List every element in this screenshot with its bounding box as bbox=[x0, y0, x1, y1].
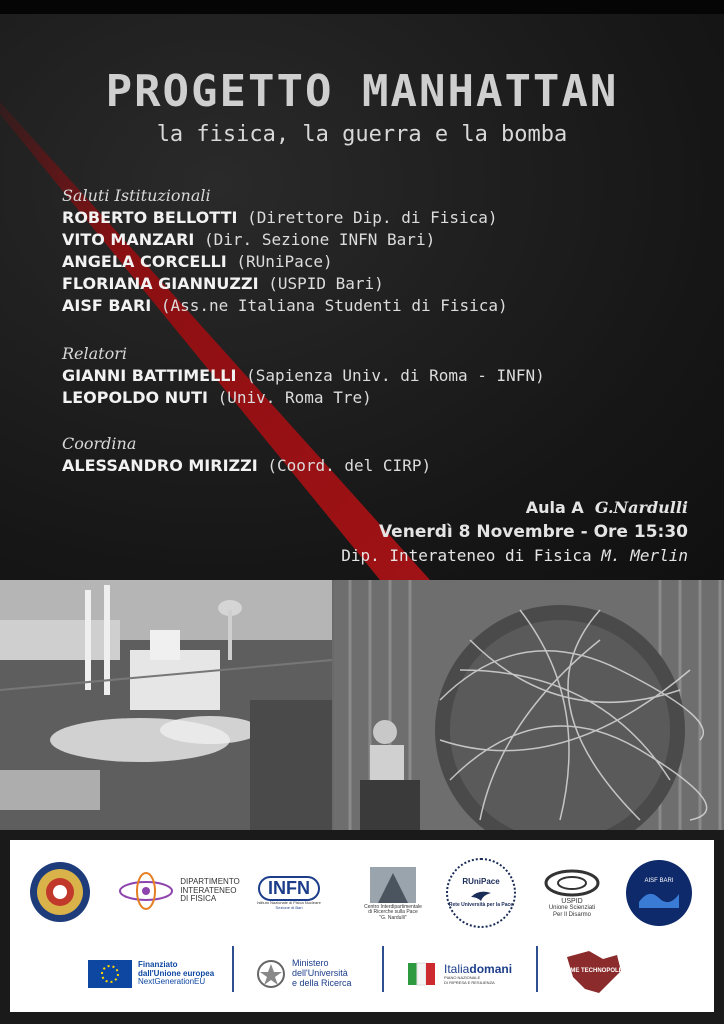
greetings-row bbox=[62, 208, 508, 230]
venue-place bbox=[341, 546, 688, 570]
eu-line3: NextGenerationEU bbox=[138, 977, 206, 987]
person-name: ROBERTO BELLOTTI bbox=[62, 208, 238, 227]
eu-line1: Finanziato bbox=[138, 959, 178, 969]
infn-logo bbox=[254, 868, 324, 918]
person-role: (Dir. Sezione INFN Bari) bbox=[204, 230, 436, 249]
person-name: AISF BARI bbox=[62, 296, 152, 315]
separator bbox=[382, 946, 384, 992]
technopole-word: ROME TECHNOPOLE bbox=[561, 968, 623, 974]
technopole-logo bbox=[554, 944, 630, 1000]
person-role: (RUniPace) bbox=[236, 252, 333, 271]
runipace-bottom: Rete Università per la Pace bbox=[448, 901, 514, 908]
sponsor-logos bbox=[10, 840, 714, 1012]
place-prefix: Dip. Interateneo di Fisica bbox=[341, 546, 592, 565]
infn-line1: Istituto Nazionale di Fisica Nucleare bbox=[257, 900, 321, 906]
cirp-icon bbox=[368, 865, 418, 905]
university-seal-logo bbox=[28, 860, 92, 924]
uspid-logo bbox=[537, 860, 607, 926]
cirp-line2: di Ricerche sulla Pace bbox=[368, 909, 418, 916]
person-role: (Direttore Dip. di Fisica) bbox=[247, 208, 498, 227]
italy-flag-icon bbox=[404, 959, 440, 989]
italia-word: Italia bbox=[444, 962, 470, 977]
separator bbox=[536, 946, 538, 992]
room-prefix: Aula A bbox=[525, 498, 584, 517]
gadget-photo bbox=[334, 580, 724, 830]
person-role: (USPID Bari) bbox=[268, 274, 384, 293]
poster-subtitle: la fisica, la guerra e la bomba bbox=[156, 122, 568, 147]
person-name: ANGELA CORCELLI bbox=[62, 252, 227, 271]
greetings-label: Saluti Istituzionali bbox=[62, 186, 211, 205]
person-role: (Ass.ne Italiana Studenti di Fisica) bbox=[160, 296, 508, 315]
person-name: GIANNI BATTIMELLI bbox=[62, 366, 237, 385]
domani-word: domani bbox=[469, 962, 513, 977]
moderator-section bbox=[62, 434, 431, 478]
bottom-border bbox=[0, 1012, 724, 1024]
greetings-row bbox=[62, 230, 508, 252]
venue-datetime: Venerdì 8 Novembre - Ore 15:30 bbox=[378, 522, 688, 542]
poster-hero bbox=[0, 14, 724, 580]
speaker-row bbox=[62, 366, 545, 388]
eu-logo bbox=[88, 954, 228, 994]
mur-line3: e della Ricerca bbox=[292, 977, 352, 988]
person-name: LEOPOLDO NUTI bbox=[62, 388, 208, 407]
speaker-row bbox=[62, 388, 545, 410]
dip-line3: DI FISICA bbox=[180, 894, 217, 904]
separator bbox=[232, 946, 234, 992]
runipace-logo bbox=[446, 858, 516, 928]
uspid-icon bbox=[544, 868, 600, 898]
mur-line2: dell'Università bbox=[292, 968, 348, 979]
dip-fisica-logo bbox=[113, 866, 243, 916]
cirp-logo bbox=[348, 858, 438, 928]
uspid-line1: USPID bbox=[561, 897, 583, 905]
greetings-row bbox=[62, 252, 508, 274]
pnrr-line1: PIANO NAZIONALE bbox=[444, 975, 481, 981]
runipace-top: RUniPace bbox=[462, 876, 500, 886]
eu-line2: dall'Unione europea bbox=[138, 968, 215, 978]
historic-photos bbox=[0, 580, 724, 830]
aisf-word: AISF BARI bbox=[644, 877, 674, 884]
speakers-label: Relatori bbox=[62, 344, 127, 363]
cirp-line3: "G. Nardulli" bbox=[379, 914, 407, 921]
dip-line1: DIPARTIMENTO bbox=[180, 876, 240, 886]
mur-logo bbox=[256, 952, 386, 996]
person-name: VITO MANZARI bbox=[62, 230, 195, 249]
photo-strip bbox=[0, 580, 724, 830]
person-role: (Sapienza Univ. di Roma - INFN) bbox=[246, 366, 545, 385]
moderator-label: Coordina bbox=[62, 434, 137, 453]
eu-flag-icon bbox=[88, 960, 132, 988]
university-seal-icon bbox=[28, 860, 92, 924]
italiadomani-logo bbox=[404, 952, 534, 996]
speakers-section bbox=[62, 344, 545, 410]
republic-emblem-icon bbox=[256, 959, 286, 989]
uspid-line3: Per Il Disarmo bbox=[552, 911, 591, 918]
infn-line2: Sezione di Bari bbox=[275, 904, 303, 910]
aisf-logo bbox=[626, 860, 692, 926]
greetings-row bbox=[62, 274, 508, 296]
poster-title: PROGETTO MANHATTAN bbox=[105, 66, 619, 117]
person-role: (Coord. del CIRP) bbox=[267, 456, 432, 475]
uspid-line2: Unione Scienziati bbox=[548, 905, 596, 912]
venue-room bbox=[341, 498, 688, 522]
person-role: (Univ. Roma Tre) bbox=[217, 388, 372, 407]
person-name: ALESSANDRO MIRIZZI bbox=[62, 456, 258, 475]
room-name: G.Nardulli bbox=[594, 498, 688, 517]
mur-line1: Ministero bbox=[292, 958, 329, 969]
person-name: FLORIANA GIANNUZZI bbox=[62, 274, 259, 293]
infn-word: INFN bbox=[258, 876, 320, 901]
dove-icon bbox=[469, 887, 493, 903]
wave-icon bbox=[639, 884, 679, 908]
moderator-row bbox=[62, 456, 431, 478]
dip-fisica-icon bbox=[116, 871, 176, 911]
top-border bbox=[0, 0, 724, 14]
cirp-line1: Centro Interdipartimentale bbox=[364, 903, 422, 910]
greetings-section bbox=[62, 186, 508, 318]
greetings-row bbox=[62, 296, 508, 318]
venue-info bbox=[341, 498, 688, 570]
plant-photo bbox=[0, 580, 332, 830]
place-name: M. Merlin bbox=[601, 546, 688, 565]
pnrr-line2: DI RIPRESA E RESILIENZA bbox=[444, 979, 495, 985]
dip-line2: INTERATENEO bbox=[180, 885, 237, 895]
